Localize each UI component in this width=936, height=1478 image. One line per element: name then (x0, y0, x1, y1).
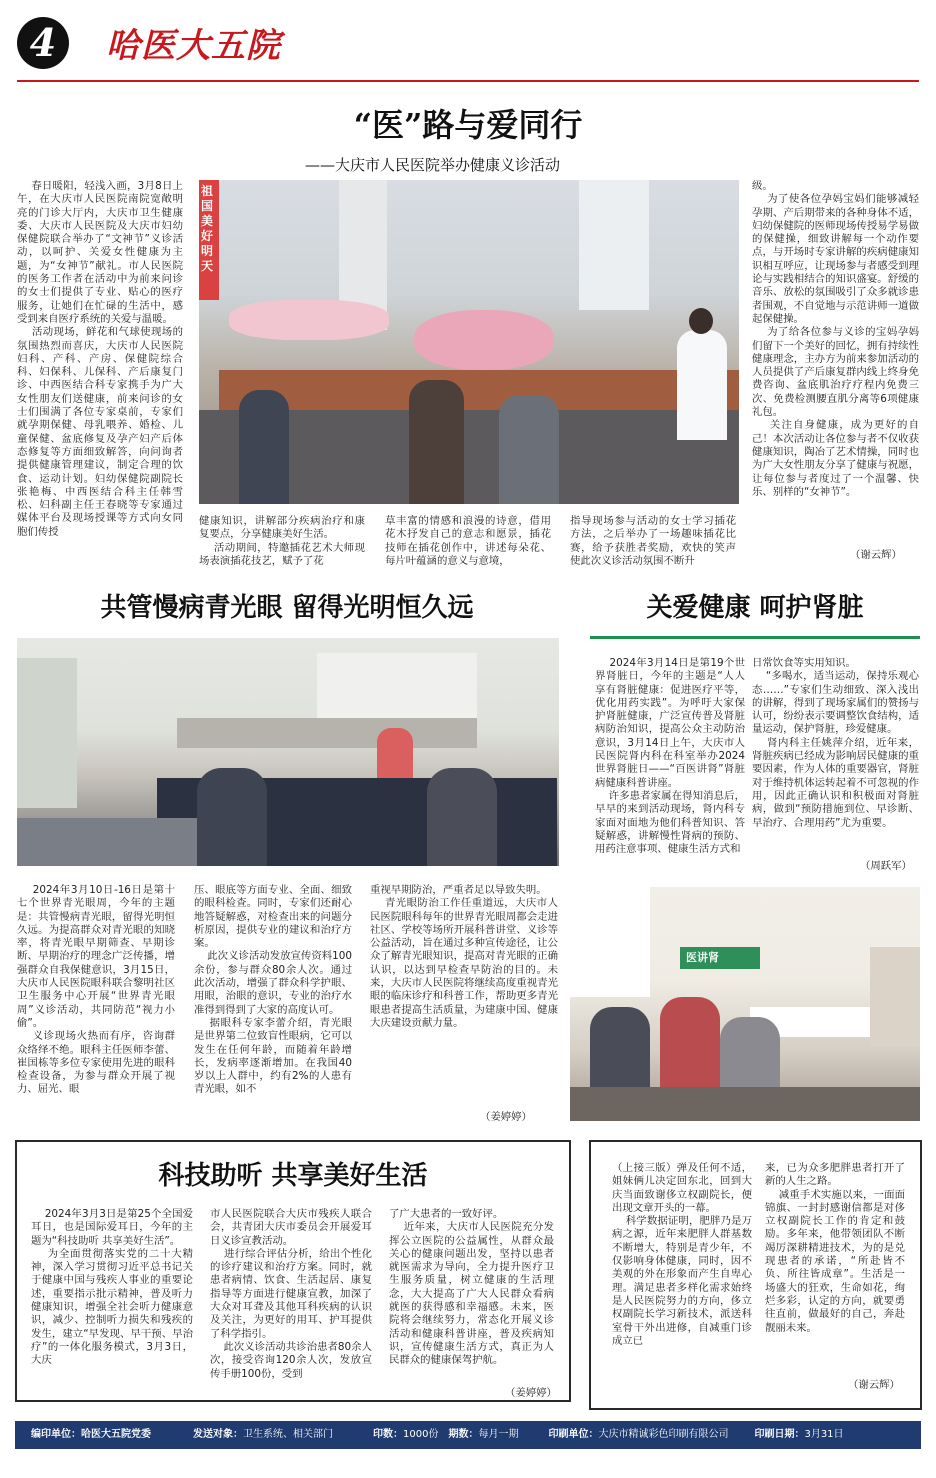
footer-period-value: 每月一期 (478, 1429, 519, 1440)
article5-col1: （上接三版）弹及任何不适，姐妹俩儿决定回东北，回到大庆当面致谢侈立权副院长，便出现文章开头的一幕。 科学数据证明，肥胖乃是万病之源，近年来肥胖人群基数不断增大，特别是青少年，不仅影响身体健康，同时，因不美观的外在形象而产生自卑心理。满足患者多样化需求始终是人民医院努力的方向，侈立权副院长学习新技术，派送科室骨干外出进修，自减重门诊成立已 (612, 1162, 752, 1347)
article1-col4: 指导现场参与活动的女士学习插花方法，之后举办了一场趣味插花比赛，给予获胜者奖励，欢快的笑声使此次义诊活动氛围不断升 (570, 515, 736, 567)
footer-printer-value: 大庆市精诚彩色印刷有限公司 (598, 1429, 729, 1440)
article1-subtitle: ——大庆市人民医院举办健康义诊活动 (305, 156, 561, 174)
footer-copies-value: 1000份 (403, 1429, 439, 1440)
footer-editor-label: 编印单位： (31, 1429, 81, 1440)
page-number: 4 (29, 20, 57, 65)
article4-col3: 了广大患者的一致好评。 近年来，大庆市人民医院充分发挥公立医院的公益属性，从群众最关心的健康问题出发，坚持以患者就医需求为导向，全力提升医疗卫生服务质量，树立健康的生活理念，大大提高了广大人民群众看病就医的获得感和幸福感。未来，医院将会继续努力，常态化开展义诊活动和健康科普讲座，普及疾病知识，宣传健康生活方式，真正为人民群众的健康保驾护航。 (389, 1208, 554, 1367)
article1-photo-banner: 祖国美好明天 (201, 184, 214, 273)
article3-col2: 日常饮食等实用知识。 “多喝水，适当运动，保持乐观心态……”专家们生动细致、深入浅出的讲解，得到了现场家属们的赞扬与认可，纷纷表示要调整饮食结构，适量运动，保护肾脏，珍爱健康。 肾内科主任姚萍介绍，近年来，肾脏疾病已经成为影响居民健康的重要因素，作为人体的重要器官，肾脏对于维持机体运转起着不可忽视的作用，因此正确认识和积极面对肾脏病，做到“预防措施到位、早诊断、早治疗、合理用药”尤为重要。 (752, 657, 919, 829)
footer-printer-label: 印刷单位： (548, 1429, 599, 1440)
article3-signature: （周跃军） (860, 860, 912, 872)
article3-photo-banner: 医讲肾 (686, 951, 719, 964)
article5-col2: 来，已为众多肥胖患者打开了新的人生之路。 减重手术实施以来，一面面锦旗、一封封感谢信都是对侈立权副院长工作的肯定和鼓励。多年来，他带领团队不断竭厉深耕精进技术，为的是兑现患者的承诺，“所赴皆不负、所往皆成章”。生活是一场盛大的狂欢，生命如花，绚烂多彩，认定的方向，就要勇往直前，做最好的自己，奔赴靓丽未来。 (765, 1162, 905, 1334)
article4-title: 科技助听 共享美好生活 (158, 1161, 428, 1191)
article4-col1: 2024年3月3日是第25个全国爱耳日，也是国际爱耳日，今年的主题为“科技助听 共享美好生活”。 为全面贯彻落实党的二十大精神，深入学习贯彻习近平总书记关于健康中国与残疾人事业的重要论述，重要指示批示精神，普及听力健康知识，增强全社会听力健康意识，减少、控制听力损失和残疾的发生，建立“早发现、早干预、早治疗”的一体化服务模式，3月3日，大庆 (31, 1208, 193, 1367)
article3-title-rule (590, 636, 920, 639)
article2-title: 共管慢病青光眼 留得光明恒久远 (100, 593, 474, 623)
article3-title: 关爱健康 呵护肾脏 (646, 593, 864, 623)
article2-signature: （姜婷婷） (480, 1111, 532, 1123)
article5-signature: （谢云辉） (848, 1379, 900, 1391)
footer-line (15, 1421, 921, 1449)
footer-date-label: 印刷日期： (754, 1429, 805, 1440)
footer-recipients-label: 发送对象： (193, 1429, 243, 1440)
article1-photo (199, 180, 739, 504)
header-rule (17, 80, 919, 82)
article1-col2: 健康知识，讲解部分疾病治疗和康复要点，分享健康美好生活。 活动期间，特邀插花艺术大师现场表演插花技艺，赋予了花 (199, 515, 365, 567)
footer-editor-value: 哈医大五院党委 (81, 1429, 151, 1440)
page-number-badge (17, 17, 69, 69)
footer-recipients-value: 卫生系统、相关部门 (243, 1429, 333, 1440)
footer-copies-label: 印数： (373, 1429, 403, 1440)
article2-col1: 2024年3月10日-16日是第十七个世界青光眼周，今年的主题是：共管慢病青光眼，留得光明恒久远。为提高群众对青光眼的知晓率，将青光眼早期筛查、早期诊断、早期治疗的理念广泛传播，增强群众自我保健意识，3月15日，大庆市人民医院眼科联合黎明社区卫生服务中心开展“世界青光眼周”义诊活动，共同防范“视力小偷”。 义诊现场火热而有序，咨询群众络绎不绝。眼科主任医师李蕾、崔国栋等多位专家使用先进的眼科检查设备，为参与群众开展了视力、屈光、眼 (17, 884, 175, 1096)
article3-col1: 2024年3月14日是第19个世界肾脏日，今年的主题是“人人享有肾脏健康：促进医疗平等，优化用药实践”。为呼吁大家保护肾脏健康，广泛宣传普及肾脏病防治知识，提高公众主动防治意识，3月14日上午，大庆市人民医院肾内科在科室举办2024世界肾脏日——“百医讲肾”肾脏病健康科普讲座。 许多患者家属在得知消息后，早早的来到活动现场，肾内科专家面对面地为他们科普知识、答疑解惑，讲解慢性肾病的预防、用药注意事项、健康生活方式和 (595, 657, 745, 856)
article1-col3: 草丰富的情感和浪漫的诗意，借用花木抒发自己的意志和愿景，插花技师在插花创作中，讲述每朵花、每片叶蕴涵的意义与意境， (385, 515, 551, 567)
article4-signature: （姜婷婷） (505, 1387, 557, 1399)
masthead: 哈医大五院 (106, 26, 281, 66)
footer-date-value: 3月31日 (804, 1429, 844, 1440)
article2-photo (17, 638, 559, 866)
article1-title: “医”路与爱同行 (353, 106, 583, 144)
article3-photo (570, 887, 920, 1121)
article2-col3: 重视早期防治，严重者足以导致失明。 青光眼防治工作任重道远，大庆市人民医院眼科每年的世界青光眼周都会走进社区、学校等场所开展科普讲堂、义诊等公益活动，旨在通过多种宣传途径，让公众了解青光眼知识，提高对青光眼的正确认识，以达到早检查早防治的目的。未来，大庆市人民医院将继续高度重视青光眼的临床诊疗和科普工作，帮助更多青光眼患者提高生活质量，为建康中国、健康大庆建设贡献力量。 (370, 884, 558, 1029)
footer-period-label: 期数： (448, 1429, 479, 1440)
article1-signature: （谢云辉） (850, 549, 902, 561)
article1-col1: 春日暖阳，轻浅入画，3月8日上午，在大庆市人民医院南院宽敞明亮的门诊大厅内，大庆市卫生健康委、大庆市人民医院及大庆市妇幼保健院联合举办了“文神节”义诊活动，以呵护、关爱女性健康为主题，为“女神节”献礼。市人民医院的医务工作者在活动中为前来问诊的女士们提供了专业、贴心的医疗服务，让她们在忙碌的生活中，感受到来自医疗系统的关爱与温暖。 活动现场，鲜花和气球使现场的氛围热烈而喜庆，大庆市人民医院妇科、产科、产房、保健院综合科、妇保科、儿保科、产后康复门诊、中西医结合科专家携手为广大女性朋友们送健康，前来问诊的女士们围满了各位专家桌前，专家们就孕期保健、母乳喂养、婚检、儿童保健、盆底修复及孕产妇产后体态修复等方面细致解答，向问询者提供健康管理建议，制定合理的饮食、运动计划。妇幼保健院副院长张艳梅、中西医结合科主任韩雪松、妇科副主任王春晓等专家通过媒体平台及现场授课等方式向女同胞们传授 (17, 180, 183, 538)
article1-col5: 级。 为了使各位孕妈宝妈们能够减轻孕期、产后期带来的各种身体不适，妇幼保健院的医师现场传授易学易做的保健操，细致讲解每一个动作要点，与开场时专家讲解的疾病健康知识相互呼应，让现场参与者感受到理论与实践相结合的知识盛宴。舒缓的音乐、放松的氛围吸引了众多就诊患者围观，不自觉地与示范讲师一道做起保健操。 为了给各位参与义诊的宝妈孕妈们留下一个美好的回忆，拥有持续性健康理念，主办方为前来参加活动的人员提供了产后康复群内线上终身免费咨询、盆底肌治疗疗程内免费三次、免费检测腰直肌分离等6项健康礼包。 关注自身健康，成为更好的自己！本次活动让各位参与者不仅收获健康知识，陶冶了艺术情操，同时也为广大女性朋友分享了健康与祝愿，让每位参与者度过了一个温馨、快乐、别样的“女神节”。 (752, 180, 919, 498)
article4-col2: 市人民医院联合大庆市残疾人联合会，共青团大庆市委员会开展爱耳日义诊宣教活动。 进行综合评估分析，给出个性化的诊疗建议和治疗方案。同时，就患者病情、饮食、生活起居、康复指导等方面进行健康宣教，加深了大众对耳聋及其他耳科疾病的认识及关注，为更好的用耳、护耳提供了科学指引。 此次义诊活动共诊治患者80余人次，接受咨询120余人次，发放宣传手册100份，受到 (210, 1208, 372, 1380)
article2-col2: 压、眼底等方面专业、全面、细致的眼科检查。同时，专家们还耐心地答疑解惑，对检查出来的问题分析原因，提供专业的建议和治疗方案。 此次义诊活动发放宣传资料100余份，参与群众80余人次。通过此次活动，增强了群众科学护眼、用眼，治眼的意识，专业的治疗水准得到得到了大家的高度认可。 据眼科专家李蕾介绍，青光眼是世界第二位致盲性眼病，它可以发生在任何年龄，而随着年龄增长，发病率逐渐增加。在我国40岁以上人群中，约有2%的人患有青光眼，如不 (194, 884, 352, 1096)
